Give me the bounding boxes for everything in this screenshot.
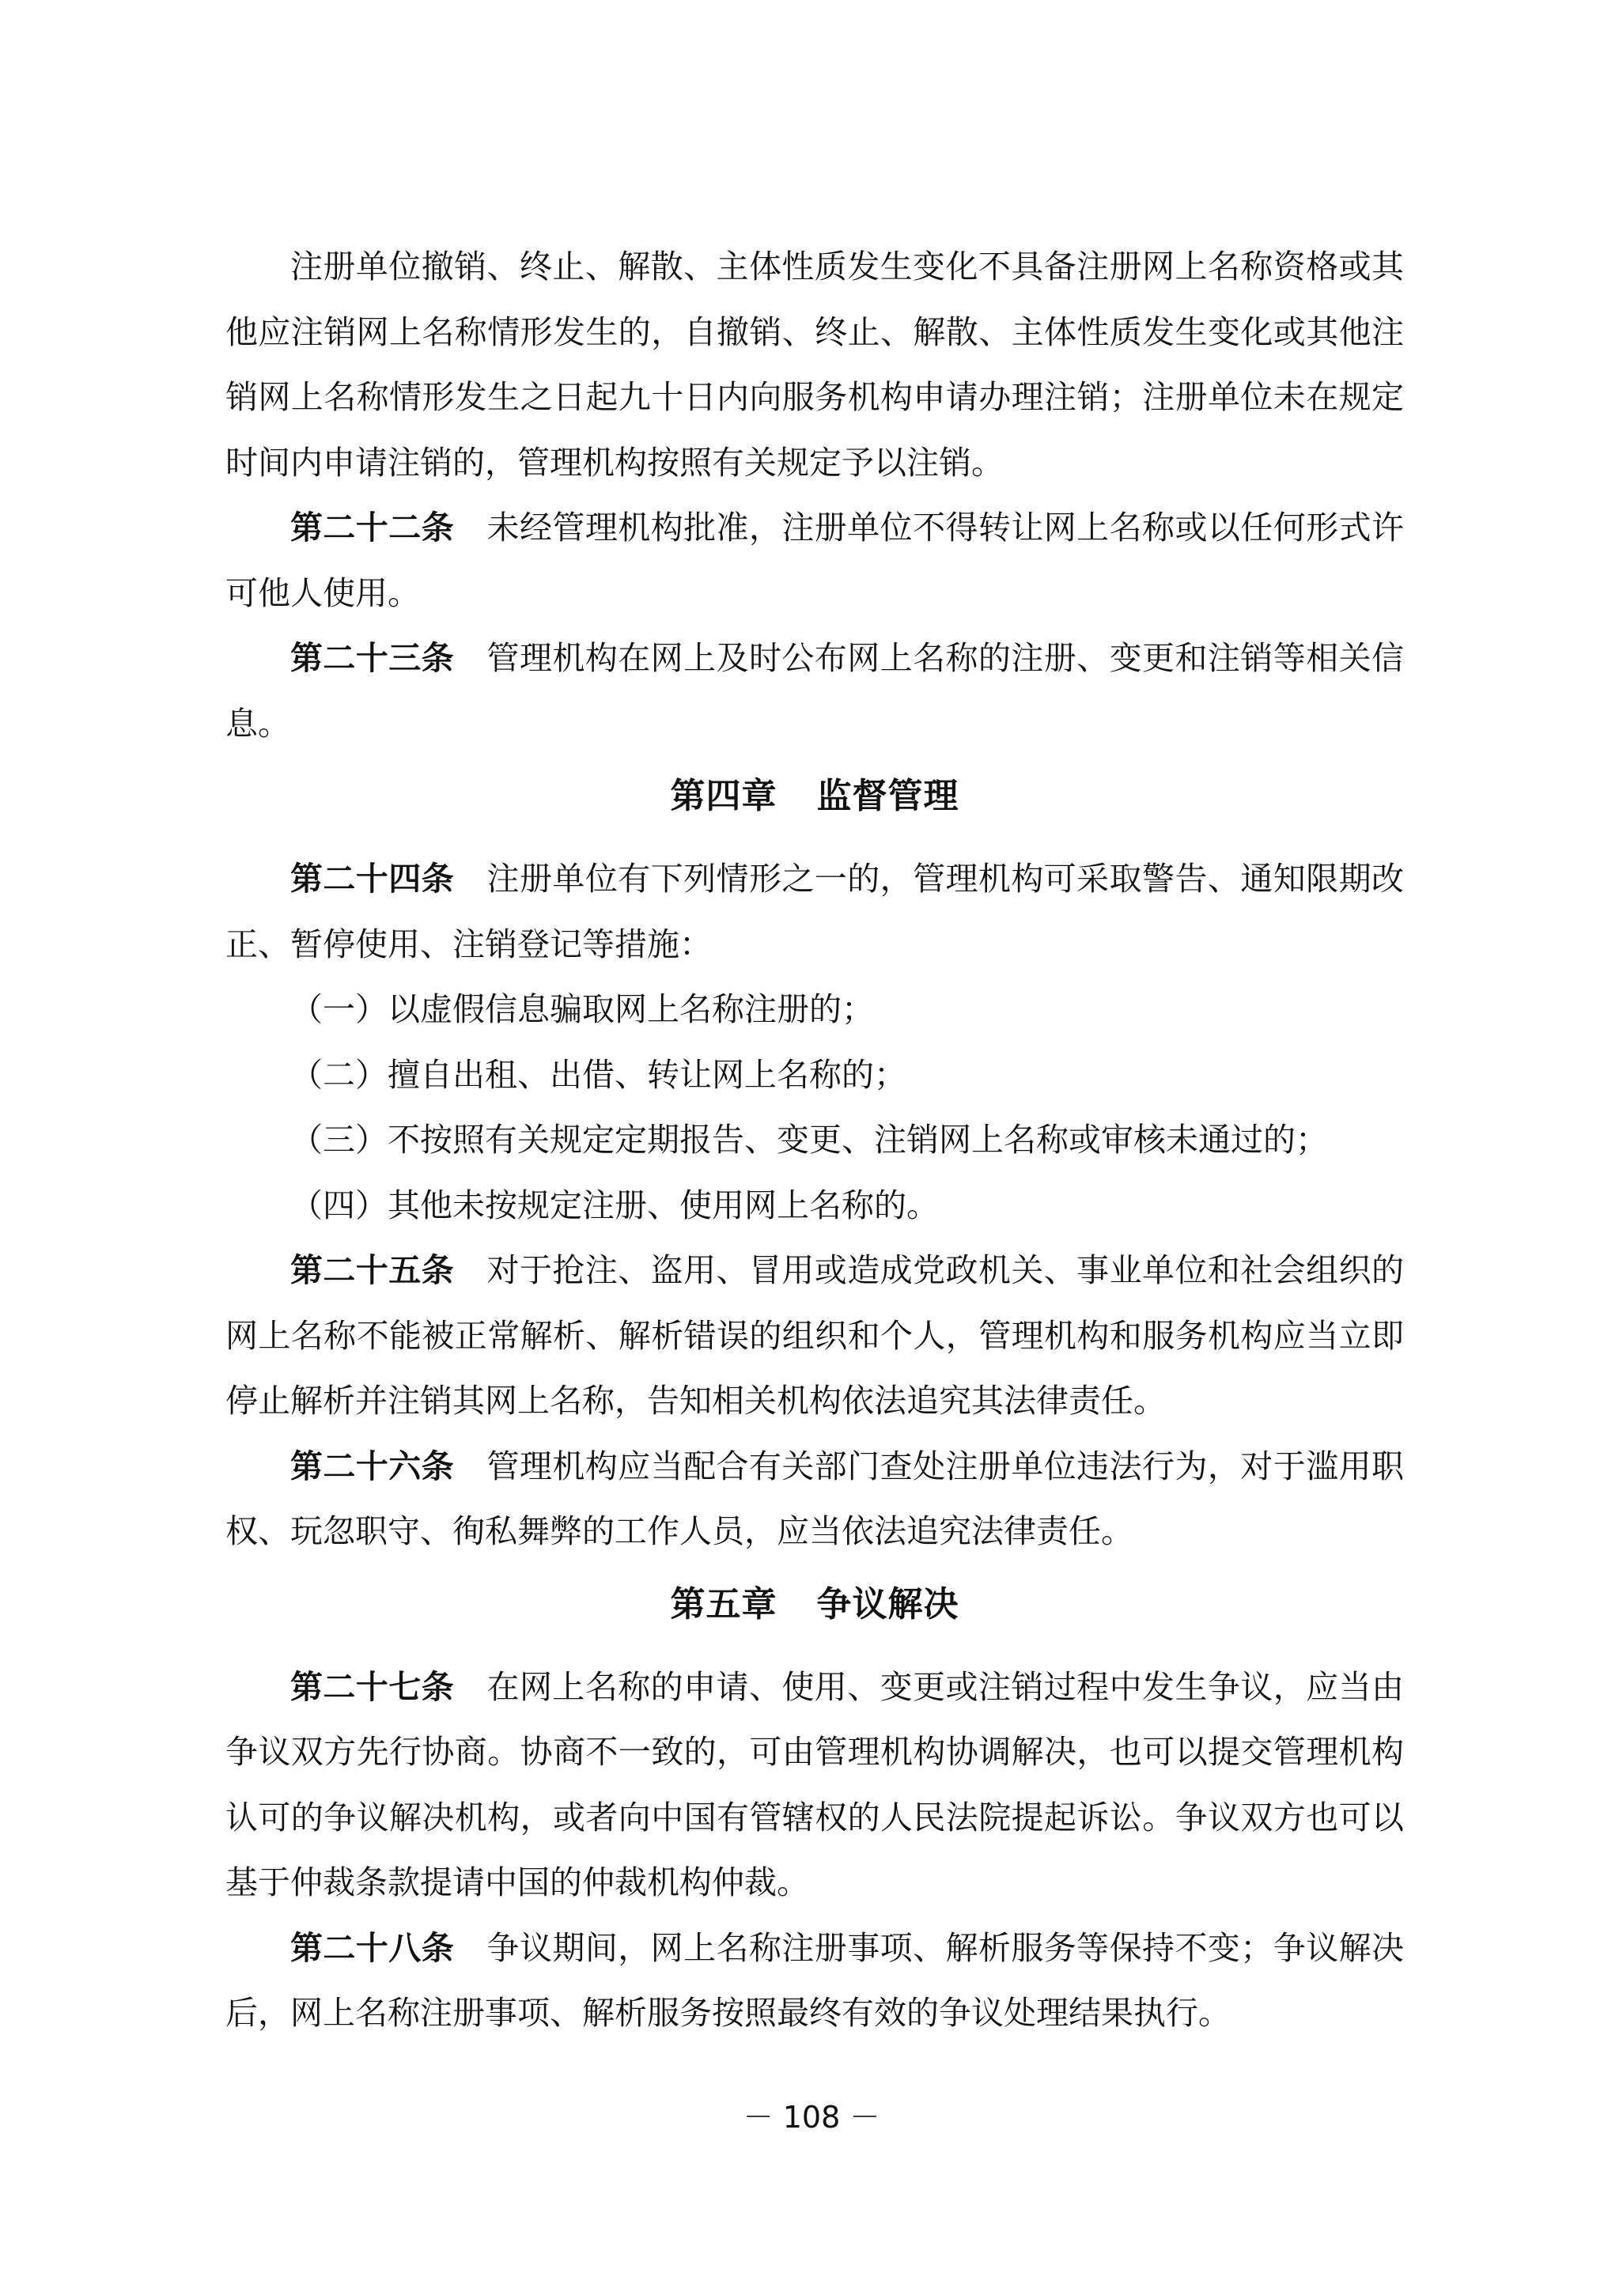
list-item: （三）不按照有关规定定期报告、变更、注销网上名称或审核未通过的；	[290, 1121, 1328, 1159]
article-text: 管理机构在网上及时公布网上名称的注册、变更和注销等相关信息。	[225, 639, 1405, 743]
article-number: 第二十八条	[290, 1928, 455, 1967]
article-number: 第二十七条	[290, 1667, 455, 1706]
list-item: （四）其他未按规定注册、使用网上名称的。	[290, 1186, 939, 1224]
article-23	[225, 626, 1404, 756]
article-text: 注册单位有下列情形之一的，管理机构可采取警告、通知限期改正、暂停使用、注销登记等措施：	[225, 860, 1405, 963]
article-22	[225, 495, 1404, 626]
chapter-title: 监督管理	[816, 776, 959, 816]
list-item: （二）擅自出租、出借、转让网上名称的；	[290, 1055, 906, 1094]
chapter-number: 第五章	[670, 1583, 777, 1625]
page-number: － 108 －	[743, 2100, 880, 2135]
article-number: 第二十四条	[290, 860, 455, 898]
paragraph-text: 注册单位撤销、终止、解散、主体性质发生变化不具备注册网上名称资格或其他应注销网上名称情形发生的，自撤销、终止、解散、主体性质发生变化或其他注销网上名称情形发生之日起九十日内向服务机构申请办理注销；注册单位未在规定时间内申请注销的，管理机构按照有关规定予以注销。	[225, 248, 1404, 482]
article-number: 第二十三条	[290, 639, 455, 677]
article-text: 管理机构应当配合有关部门查处注册单位违法行为，对于滥用职权、玩忽职守、徇私舞弊的工作人员，应当依法追究法律责任。	[225, 1447, 1405, 1550]
paragraph-deregistration	[225, 234, 1404, 495]
article-25	[225, 1238, 1404, 1434]
list-item: （一）以虚假信息骗取网上名称注册的；	[290, 990, 874, 1028]
chapter-heading-4	[225, 756, 1404, 846]
chapter-title: 争议解决	[816, 1583, 959, 1625]
article-text: 对于抢注、盗用、冒用或造成党政机关、事业单位和社会组织的网上名称不能被正常解析、解析错误的组织和个人，管理机构和服务机构应当立即停止解析并注销其网上名称，告知相关机构依法追究其法律责任。	[225, 1251, 1405, 1420]
article-24	[225, 846, 1404, 977]
document-body	[225, 234, 1404, 2046]
article-number: 第二十六条	[290, 1447, 455, 1485]
article-text: 未经管理机构批准，注册单位不得转让网上名称或以任何形式许可他人使用。	[225, 509, 1405, 612]
article-28	[225, 1916, 1404, 2046]
article-text: 争议期间，网上名称注册事项、解析服务等保持不变；争议解决后，网上名称注册事项、解析服务按照最终有效的争议处理结果执行。	[225, 1928, 1405, 2032]
chapter-number: 第四章	[670, 776, 777, 816]
article-text: 在网上名称的申请、使用、变更或注销过程中发生争议，应当由争议双方先行协商。协商不一致的，可由管理机构协调解决，也可以提交管理机构认可的争议解决机构，或者向中国有管辖权的人民法院提起诉讼。争议双方也可以基于仲裁条款提请中国的仲裁机构仲裁。	[225, 1667, 1405, 1901]
article-number: 第二十五条	[290, 1251, 455, 1289]
article-number: 第二十二条	[290, 509, 455, 547]
article-27	[225, 1655, 1404, 1916]
article-26	[225, 1434, 1404, 1564]
chapter-heading-5	[225, 1564, 1404, 1655]
